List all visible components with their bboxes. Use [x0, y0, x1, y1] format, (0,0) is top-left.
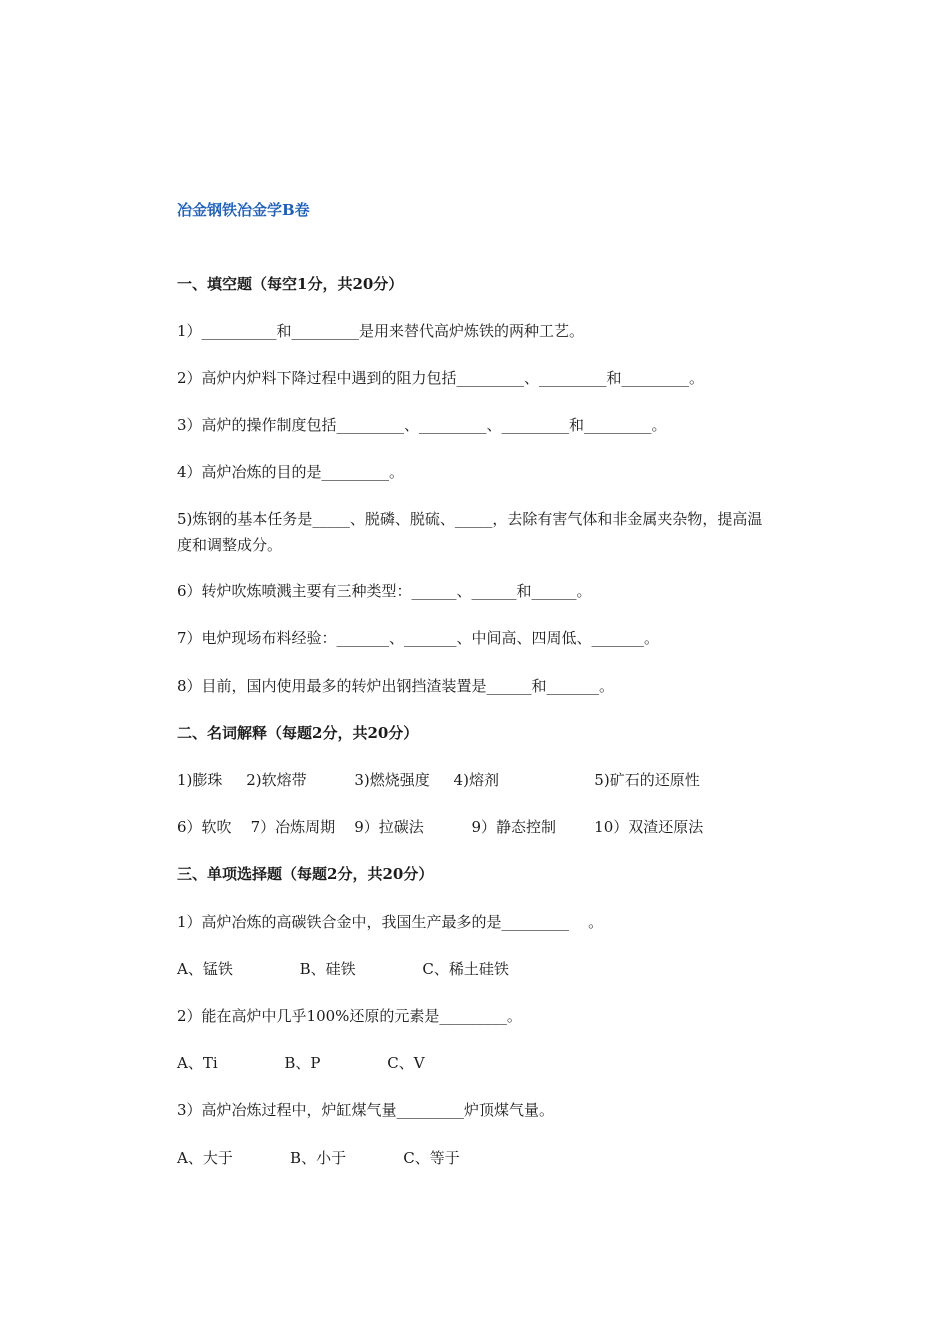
question-line: 4）高炉冶炼的目的是_________。	[177, 463, 405, 481]
section-heading-terms: 二、名词解释（每题2分，共20分）	[177, 724, 419, 742]
question-line: 1）__________和_________是用来替代高炉炼铁的两种工艺。	[177, 322, 585, 340]
question-line: 5)炼钢的基本任务是_____、脱磷、脱硫、_____，去除有害气体和非金属夹杂物，提高温度和调整成分。	[177, 510, 763, 554]
terms-line: 6）软吹 7）冶炼周期 9）拉碳法 9）静态控制 10）双渣还原法	[177, 818, 704, 836]
question-line: 3）高炉冶炼过程中，炉缸煤气量_________炉顶煤气量。	[177, 1101, 555, 1119]
question-line: 2）能在高炉中几乎100%还原的元素是_________。	[177, 1007, 522, 1025]
options-line: A、Ti B、P C、V	[177, 1054, 425, 1072]
document-page	[177, 0, 787, 1344]
question-line: 6）转炉吹炼喷溅主要有三种类型：______、______和______。	[177, 582, 592, 600]
section-heading-choice: 三、单项选择题（每题2分，共20分）	[177, 865, 434, 883]
question-line: 8）目前，国内使用最多的转炉出钢挡渣装置是______和_______。	[177, 677, 615, 695]
section-heading-fill-blank: 一、填空题（每空1分，共20分）	[177, 275, 404, 293]
options-line: A、大于 B、小于 C、等于	[177, 1149, 460, 1167]
question-line: 1）高炉冶炼的高碳铁合金中，我国生产最多的是_________ 。	[177, 913, 604, 931]
question-line: 3）高炉的操作制度包括_________、_________、_________和_________。	[177, 416, 667, 434]
terms-line: 1)膨珠 2)软熔带 3)燃烧强度 4)熔剂 5)矿石的还原性	[177, 771, 700, 789]
document-title: 冶金钢铁冶金学B卷	[177, 201, 310, 219]
options-line: A、锰铁 B、硅铁 C、稀土硅铁	[177, 960, 509, 978]
question-line: 7）电炉现场布料经验：_______、_______、中间高、四周低、_______。	[177, 629, 660, 647]
question-line: 2）高炉内炉料下降过程中遇到的阻力包括_________、_________和_________。	[177, 369, 705, 387]
